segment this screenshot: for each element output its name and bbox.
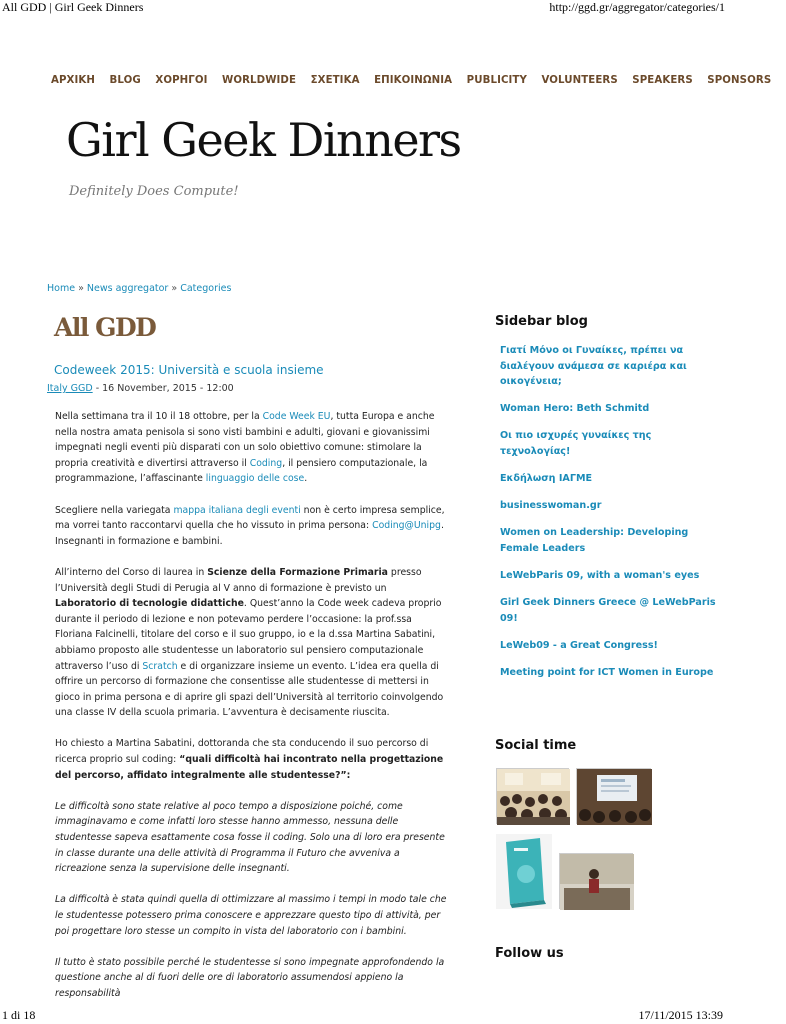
text: All’interno del Corso di laurea in xyxy=(55,566,208,578)
breadcrumb-separator: » xyxy=(75,283,87,294)
text: , tutta Europa e anche nella nostra amata penisola si sono visti bambini e adulti, giovani e giovanissimi impegnati negli eventi più disparati con un solo obiettivo comune: stimolare la propria creatività e divertirsi attraverso il xyxy=(55,411,435,469)
follow-us-heading: Follow us xyxy=(495,946,564,961)
list-item[interactable] xyxy=(500,595,716,626)
text: . Insegnanti in formazione e bambini. xyxy=(55,520,444,547)
coding-link[interactable]: Coding xyxy=(249,457,283,469)
text: e di organizzare insieme un evento. L’idea era quella di offrire un percorso di formazione che consentisse alle studentesse di mettersi in gioco in prima persona e di aprire gli spazi dell’Università al territorio coinvolgendo una classe IV della scuola primaria. L’avventura è decisamente riuscita. xyxy=(55,660,444,719)
nav-item-sponsors[interactable]: SPONSORS xyxy=(707,75,772,86)
sidebar-blog-link[interactable]: Meeting point for ICT Women in Europe xyxy=(500,666,714,678)
breadcrumb-categories[interactable]: Categories xyxy=(180,283,232,294)
nav-item-contact[interactable]: ΕΠΙΚΟΙΝΩΝΙΑ xyxy=(374,75,453,86)
social-photo-speaker[interactable] xyxy=(559,853,633,909)
photo-image xyxy=(497,769,570,825)
sidebar-blog-link[interactable]: 09! xyxy=(500,612,518,624)
print-footer xyxy=(0,1008,725,1024)
sidebar-blog-link[interactable]: διαλέγουν ανάμεσα σε καριέρα και xyxy=(500,360,687,372)
list-item[interactable] xyxy=(500,428,682,459)
post-author-link[interactable]: Italy GGD xyxy=(47,383,93,394)
code-week-link[interactable]: Code Week EU xyxy=(262,411,331,422)
photo-image xyxy=(496,834,552,909)
site-tagline: Definitely Does Compute! xyxy=(69,184,239,199)
coding-unipg-link[interactable]: Coding@Unipg xyxy=(372,520,441,532)
social-photo-brochure[interactable] xyxy=(496,834,552,909)
print-header-url: http://ggd.gr/aggregator/categories/1 xyxy=(549,0,725,14)
post-paragraph xyxy=(55,503,450,550)
nav-item-about[interactable]: ΣΧΕΤΙΚΑ xyxy=(310,75,360,86)
nav-item-home[interactable]: ΑΡΧΙΚΗ xyxy=(51,75,96,86)
nav-item-worldwide[interactable]: WORLDWIDE xyxy=(222,75,297,86)
text: . xyxy=(304,473,308,485)
breadcrumb-separator: » xyxy=(168,283,181,294)
print-header-title: All GDD | Girl Geek Dinners xyxy=(2,0,144,14)
post-meta xyxy=(47,383,234,394)
social-photo-presentation[interactable] xyxy=(576,768,651,824)
nav-item-publicity[interactable]: PUBLICITY xyxy=(466,75,527,86)
print-timestamp: 17/11/2015 13:39 xyxy=(638,1008,723,1022)
post-paragraph: Le difficoltà sono state relative al poco tempo a disposizione poiché, come immaginavamo e come infatti loro stesse hanno ammesso, nessuna delle studentesse sapeva esattamente cosa fosse il coding. Solo una di loro era presente in classe durante una delle attività di Programma il Futuro che avveniva a ricreazione senza la supervisione delle insegnanti. xyxy=(55,800,445,875)
nav-item-sponsors-gr[interactable]: ΧΟΡΗΓΟΙ xyxy=(155,75,208,86)
site-title[interactable]: Girl Geek Dinners xyxy=(66,113,461,167)
breadcrumb xyxy=(47,283,231,294)
sidebar-blog-link[interactable]: οικογένεια; xyxy=(500,376,562,388)
text: presso l’Università degli Studi di Perugia al V anno di formazione è previsto un xyxy=(55,566,422,594)
post-paragraph xyxy=(55,409,450,487)
post-date: - 16 November, 2015 - 12:00 xyxy=(92,383,234,394)
sidebar-blog-link[interactable]: Girl Geek Dinners Greece @ LeWebParis xyxy=(500,597,716,609)
text: , il pensiero computazionale, la programmazione, l’affascinante xyxy=(55,457,428,485)
text: . Quest’anno la Code week cadeva proprio durante il periodo di lezione e non potevamo perdere l’occasione: la prof.ssa Floriana Falcinelli, titolare del corso e il suo gruppo, io e la d.ssa Martina Sabatini, abbiamo proposto alle studentesse un laboratorio sul pensiero computazionale attraverso l’uso di xyxy=(55,598,442,672)
main-nav xyxy=(51,75,786,86)
sidebar-blog-heading: Sidebar blog xyxy=(495,314,588,329)
page-counter: 1 di 18 xyxy=(2,1008,36,1022)
text: non è certo impresa semplice, ma vorrei tanto raccontarvi quella che ho vissuto in prima persona: xyxy=(55,504,445,532)
sidebar-blog-link[interactable]: businesswoman.gr xyxy=(500,500,602,512)
post-paragraph: La difficoltà è stata quindi quella di ottimizzare al massimo i tempi in modo tale che le studentesse potessero prima conoscere e apprezzare questo tipo di attività, per poi progettare loro stesse un compito in vista del laboratorio con i bambini. xyxy=(55,894,447,937)
bold-text: Laboratorio di tecnologie didattiche xyxy=(55,598,244,610)
post-paragraph: Il tutto è stato possibile perché le studentesse si sono impegnate approfondendo la questione anche al di fuori delle ore di laboratorio assumendosi appieno la responsabilità xyxy=(55,956,445,999)
internet-of-things-link[interactable]: linguaggio delle cose xyxy=(205,473,305,485)
social-photo-audience[interactable] xyxy=(496,768,569,824)
text: Ho chiesto a Martina Sabatini, dottoranda che sta conducendo il suo percorso di ricerca proprio sul coding: xyxy=(55,738,429,766)
breadcrumb-home[interactable]: Home xyxy=(47,283,76,294)
photo-image xyxy=(560,854,634,910)
list-item[interactable] xyxy=(500,343,687,390)
bold-text: Scienze della Formazione Primaria xyxy=(207,566,388,578)
sidebar-blog-link[interactable]: Female Leaders xyxy=(500,542,586,554)
events-map-link[interactable]: mappa italiana degli eventi xyxy=(173,504,301,516)
sidebar-blog-list xyxy=(500,343,716,692)
nav-item-volunteers[interactable]: VOLUNTEERS xyxy=(541,75,618,86)
post-body xyxy=(55,409,450,1017)
photo-image xyxy=(577,769,652,825)
sidebar-blog-link[interactable]: LeWebParis 09, with a woman's eyes xyxy=(500,569,700,581)
nav-item-speakers[interactable]: SPEAKERS xyxy=(632,75,693,86)
text: Scegliere nella variegata xyxy=(55,504,174,516)
sidebar-blog-link[interactable]: LeWeb09 - a Great Congress! xyxy=(500,639,658,651)
sidebar-blog-link[interactable]: τεχνολογίας! xyxy=(500,445,571,457)
bold-text: “quali difficoltà hai incontrato nella progettazione del percorso, affidato integralmente alle studentesse?”: xyxy=(55,754,444,781)
sidebar-blog-link[interactable]: Γιατί Μόνο οι Γυναίκες, πρέπει να xyxy=(500,345,684,356)
text: Nella settimana tra il 10 il 18 ottobre, per la xyxy=(55,411,263,422)
post-paragraph xyxy=(55,565,450,721)
sidebar-blog-link[interactable]: Εκδήλωση ΙΑΓΜΕ xyxy=(500,473,593,485)
post-paragraph xyxy=(55,736,450,783)
post-title[interactable]: Codeweek 2015: Università e scuola insieme xyxy=(54,363,324,377)
breadcrumb-news-aggregator[interactable]: News aggregator xyxy=(86,283,169,294)
sidebar-blog-link[interactable]: Women on Leadership: Developing xyxy=(500,527,689,539)
scratch-link[interactable]: Scratch xyxy=(142,660,178,672)
page-title: All GDD xyxy=(54,313,156,342)
sidebar-blog-link[interactable]: Οι πιο ισχυρές γυναίκες της xyxy=(500,430,652,442)
social-time-heading: Social time xyxy=(495,738,577,753)
sidebar-blog-link[interactable]: Woman Hero: Beth Schmitd xyxy=(500,403,650,415)
print-header xyxy=(0,0,725,16)
list-item[interactable] xyxy=(500,525,689,556)
nav-item-blog[interactable]: BLOG xyxy=(109,75,141,86)
